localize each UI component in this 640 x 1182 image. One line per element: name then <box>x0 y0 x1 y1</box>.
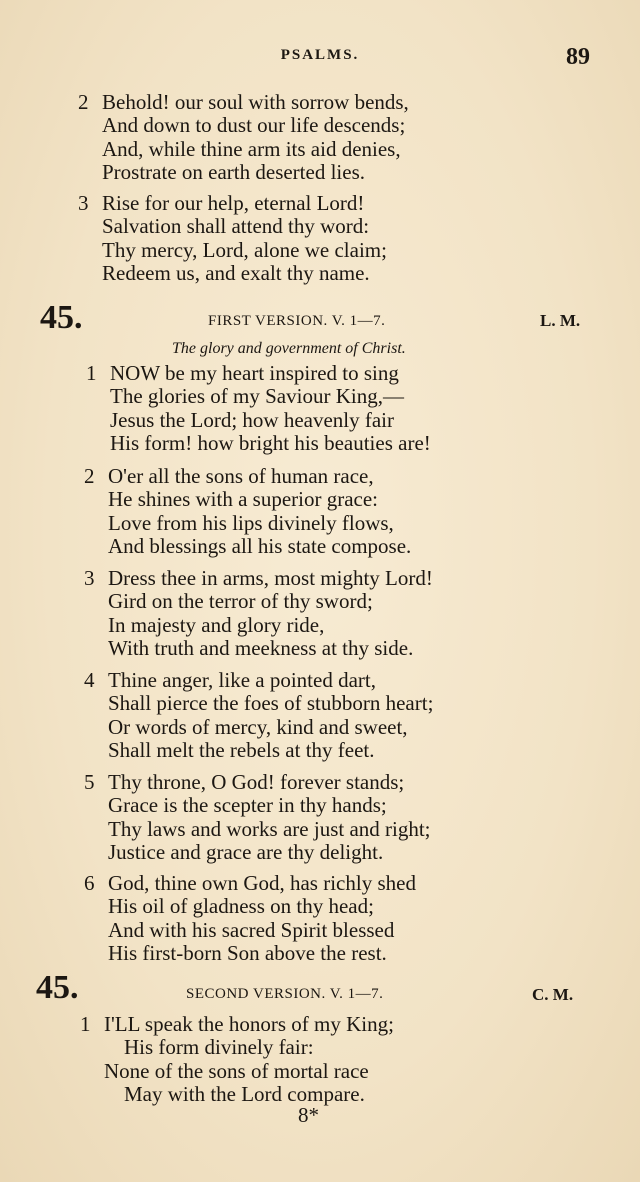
stanza-number: 1 <box>86 361 97 385</box>
meter-second: C. M. <box>532 985 574 1004</box>
stanza-number: 3 <box>84 566 95 590</box>
stanza-number: 2 <box>78 90 89 114</box>
stanza-3 <box>84 567 433 660</box>
verse-line: His first-born Son above the rest. <box>108 940 387 965</box>
verse-line: Dress thee in arms, most mighty Lord! <box>108 566 433 590</box>
stanza-number: 1 <box>80 1012 91 1036</box>
verse-line: Thy laws and works are just and right; <box>108 816 431 841</box>
verse-line: NOW be my heart inspired to sing <box>110 361 399 385</box>
verse-line: And blessings all his state compose. <box>108 533 412 558</box>
verse-line: Thy throne, O God! forever stands; <box>108 770 405 794</box>
verse-line: And, while thine arm its aid denies, <box>102 136 401 161</box>
verse-line: O'er all the sons of human race, <box>108 464 374 488</box>
stanza-number: 3 <box>78 191 89 215</box>
stanza-6 <box>84 872 416 965</box>
verse-line: Rise for our help, eternal Lord! <box>102 191 365 215</box>
version-heading-second: SECOND VERSION. V. 1—7. <box>186 986 384 1002</box>
verse-line: Shall melt the rebels at thy feet. <box>108 737 375 762</box>
verse-line: Jesus the Lord; how heavenly fair <box>110 407 395 432</box>
stanza-number: 5 <box>84 770 95 794</box>
verse-line: Gird on the terror of thy sword; <box>108 589 373 614</box>
stanza-4 <box>84 669 433 762</box>
verse-line: I'LL speak the honors of my King; <box>104 1012 394 1036</box>
verse-line: His oil of gladness on thy head; <box>108 894 374 919</box>
stanza-2-top <box>78 91 409 184</box>
psalm-subtitle: The glory and government of Christ. <box>172 340 406 357</box>
stanza-number: 2 <box>84 464 95 488</box>
verse-line: Behold! our soul with sorrow bends, <box>102 90 409 114</box>
verse-line: And with his sacred Spirit blessed <box>108 917 395 942</box>
verse-line: Or words of mercy, kind and sweet, <box>108 714 408 739</box>
running-head: PSALMS. <box>280 47 360 63</box>
verse-line: He shines with a superior grace: <box>108 487 378 512</box>
psalm-number-second: 45. <box>36 969 79 1006</box>
stanza-number: 6 <box>84 871 95 895</box>
version-heading-first: FIRST VERSION. V. 1—7. <box>208 313 386 329</box>
stanza-2 <box>84 465 411 558</box>
verse-line: God, thine own God, has richly shed <box>108 871 416 895</box>
verse-line: Salvation shall attend thy word: <box>102 214 370 239</box>
verse-line: And down to dust our life descends; <box>102 113 406 138</box>
stanza-1 <box>86 362 431 455</box>
stanza-1-second <box>80 1013 394 1106</box>
verse-line: Redeem us, and exalt thy name. <box>102 260 370 285</box>
verse-line: In majesty and glory ride, <box>108 612 325 637</box>
verse-line: His form divinely fair: <box>124 1035 314 1060</box>
psalm-number-first: 45. <box>40 299 83 336</box>
verse-line: Justice and grace are thy delight. <box>108 839 384 864</box>
verse-line: Shall pierce the foes of stubborn heart; <box>108 691 434 716</box>
verse-line: May with the Lord compare. <box>124 1081 365 1106</box>
verse-line: His form! how bright his beauties are! <box>110 430 431 455</box>
stanza-5 <box>84 771 431 864</box>
verse-line: Love from his lips divinely flows, <box>108 510 394 535</box>
verse-line: Grace is the scepter in thy hands; <box>108 793 387 818</box>
verse-line: With truth and meekness at thy side. <box>108 635 414 660</box>
verse-line: Thy mercy, Lord, alone we claim; <box>102 237 387 262</box>
verse-line: None of the sons of mortal race <box>104 1058 369 1083</box>
verse-line: The glories of my Saviour King,— <box>110 384 404 409</box>
meter-first: L. M. <box>540 311 581 330</box>
stanza-number: 4 <box>84 668 95 692</box>
signature-mark: 8* <box>298 1103 319 1127</box>
page-number: 89 <box>566 44 590 70</box>
stanza-3-top <box>78 192 387 285</box>
verse-line: Thine anger, like a pointed dart, <box>108 668 376 692</box>
verse-line: Prostrate on earth deserted lies. <box>102 159 365 184</box>
